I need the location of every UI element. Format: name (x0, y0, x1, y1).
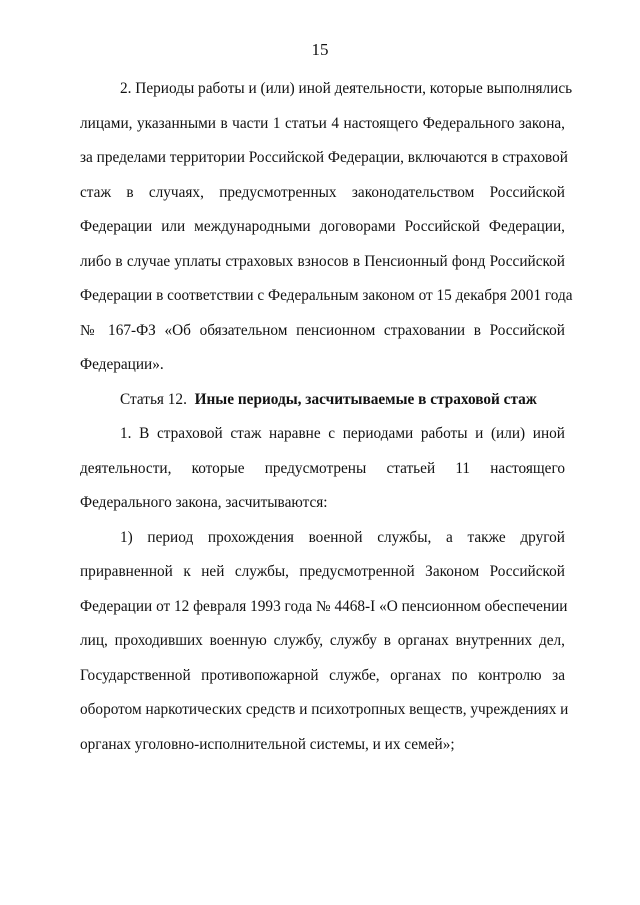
paragraph-line: приравненной к ней службы, предусмотренной Законом Российской (80, 563, 565, 580)
paragraph-line: либо в случае уплаты страховых взносов в Пенсионный фонд Российской (80, 252, 565, 270)
article-title: Иные периоды, засчитываемые в страховой стаж (194, 390, 537, 408)
paragraph-line: № 167-ФЗ «Об обязательном пенсионном страховании в Российской (80, 321, 565, 339)
article-label: Статья 12. (120, 390, 187, 408)
paragraph-line: деятельности, которые предусмотрены статьей 11 настоящего (80, 459, 565, 477)
paragraph-line: стаж в случаях, предусмотренных законодательством Российской (80, 183, 565, 201)
paragraph-line: Федерального закона, засчитываются: (80, 494, 328, 511)
paragraph-line: Федерации или международными договорами Российской Федерации, (80, 218, 565, 235)
paragraph-line: лицами, указанными в части 1 статьи 4 настоящего Федерального закона, (80, 114, 565, 132)
document-body (80, 72, 573, 762)
paragraph-line: оборотом наркотических средств и психотропных веществ, учреждениях и (80, 701, 569, 718)
paragraph-line: органах уголовно-исполнительной системы, и их семей»; (80, 735, 455, 753)
paragraph-line: Федерации от 12 февраля 1993 года № 4468-I «О пенсионном обеспечении (80, 597, 568, 615)
article-heading (80, 383, 565, 418)
paragraph-line: 1. В страховой стаж наравне с периодами работы и (или) иной (120, 425, 565, 442)
paragraph-2 (80, 72, 573, 383)
paragraph-line: 1) период прохождения военной службы, а также другой (120, 528, 565, 546)
paragraph-line: лиц, проходивших военную службу, службу в органах внутренних дел, (80, 632, 565, 649)
paragraph-line: Государственной противопожарной службе, органах по контролю за (80, 666, 565, 684)
paragraph-line: 2. Периоды работы и (или) иной деятельности, которые выполнялись (120, 80, 573, 97)
list-item-1 (80, 521, 569, 763)
article-12-paragraph-1 (80, 417, 565, 521)
paragraph-line: Федерации». (80, 356, 164, 373)
paragraph-line: Федерации в соответствии с Федеральным законом от 15 декабря 2001 года (80, 287, 573, 304)
paragraph-line: за пределами территории Российской Федерации, включаются в страховой (80, 149, 568, 166)
page-number: 15 (311, 40, 329, 59)
